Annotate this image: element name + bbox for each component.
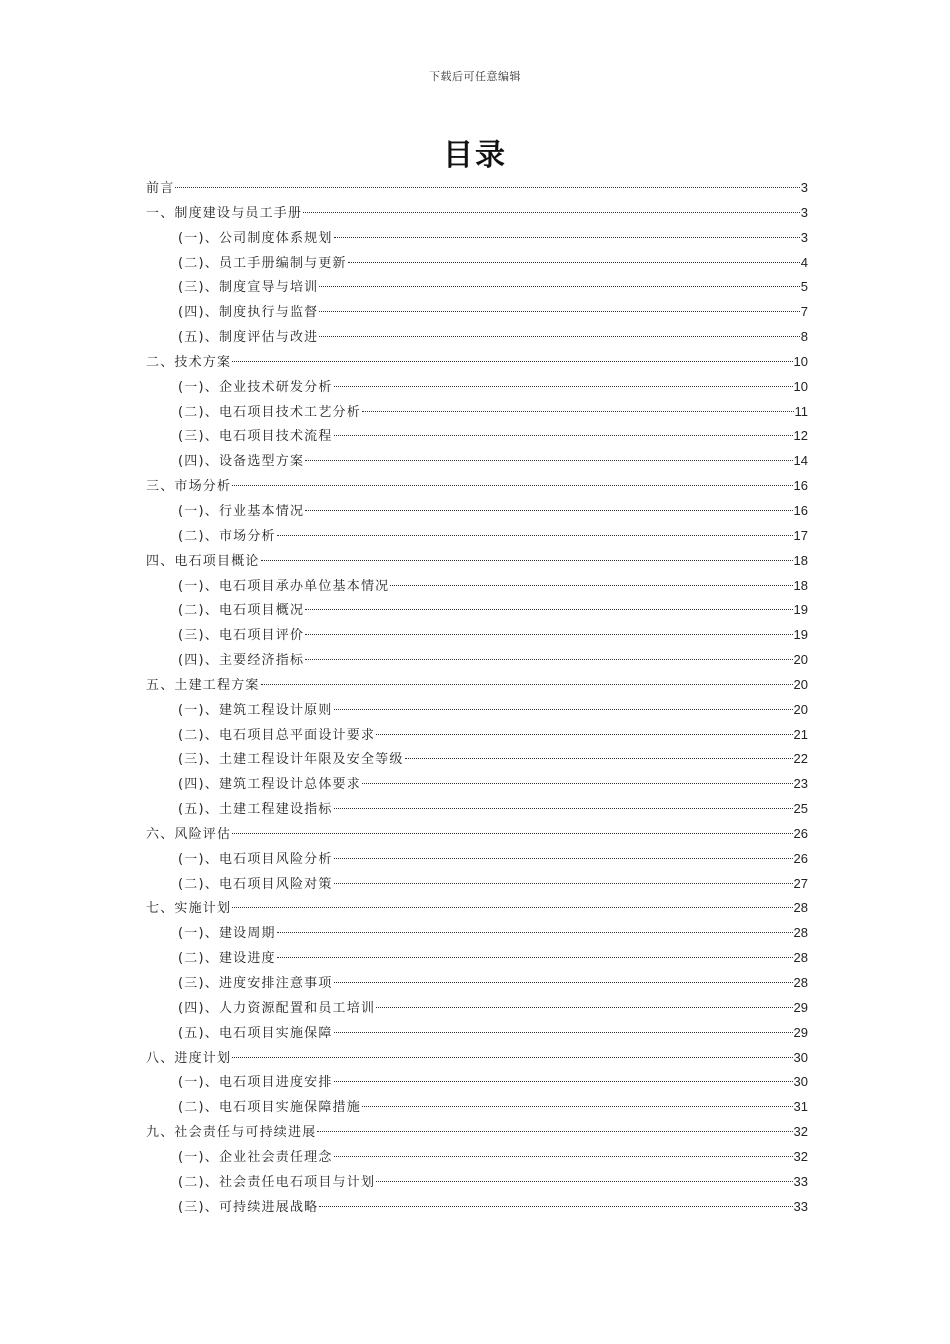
dot-leader xyxy=(319,1206,792,1207)
dot-leader xyxy=(232,907,792,908)
toc-entry-label: (三)、制度宣导与培训 xyxy=(178,280,319,296)
table-of-contents xyxy=(146,176,808,1219)
toc-entry[interactable] xyxy=(146,1021,808,1046)
toc-entry-page: 32 xyxy=(793,1148,808,1164)
toc-entry[interactable] xyxy=(146,400,808,425)
toc-entry-page: 20 xyxy=(793,676,808,692)
toc-entry-label: (三)、进度安排注意事项 xyxy=(178,976,333,991)
toc-entry-label: (二)、电石项目风险对策 xyxy=(178,876,333,892)
toc-entry[interactable] xyxy=(146,772,808,797)
toc-entry-page: 30 xyxy=(793,1074,808,1090)
toc-entry-page: 28 xyxy=(793,900,808,916)
toc-entry[interactable] xyxy=(146,747,808,772)
toc-entry[interactable] xyxy=(146,226,808,251)
dot-leader xyxy=(334,1032,793,1033)
toc-entry-page: 28 xyxy=(793,950,808,966)
toc-entry[interactable] xyxy=(146,1095,808,1120)
toc-entry[interactable] xyxy=(146,847,808,872)
toc-entry[interactable] xyxy=(146,574,808,599)
toc-entry-label: 七、实施计划 xyxy=(146,901,232,917)
dot-leader xyxy=(334,386,793,387)
toc-entry-page: 33 xyxy=(793,1173,808,1189)
toc-entry-label: (二)、社会责任电石项目与计划 xyxy=(178,1174,376,1190)
dot-leader xyxy=(376,734,792,735)
toc-entry[interactable] xyxy=(146,1046,808,1071)
header-note: 下载后可任意编辑 xyxy=(429,70,521,83)
toc-entry[interactable] xyxy=(146,673,808,698)
toc-entry-page: 18 xyxy=(793,552,808,568)
toc-entry-label: (四)、主要经济指标 xyxy=(178,653,305,669)
toc-entry-page: 8 xyxy=(800,329,808,345)
dot-leader xyxy=(362,783,793,784)
toc-entry[interactable] xyxy=(146,1120,808,1145)
toc-entry-label: (二)、电石项目实施保障措施 xyxy=(178,1100,361,1116)
dot-leader xyxy=(376,1181,792,1182)
toc-entry-label: (一)、建筑工程设计原则 xyxy=(178,702,333,718)
toc-entry-page: 17 xyxy=(793,527,808,543)
toc-entry-label: (一)、公司制度体系规划 xyxy=(178,230,333,246)
toc-entry-label: 二、技术方案 xyxy=(146,354,232,370)
toc-entry-label: (一)、电石项目风险分析 xyxy=(178,851,333,867)
toc-entry-label: 一、制度建设与员工手册 xyxy=(146,205,303,221)
toc-entry[interactable] xyxy=(146,623,808,648)
dot-leader xyxy=(334,709,793,710)
toc-entry-label: (五)、土建工程建设指标 xyxy=(178,802,333,818)
toc-entry[interactable] xyxy=(146,698,808,723)
toc-entry[interactable] xyxy=(146,872,808,897)
dot-leader xyxy=(334,858,793,859)
toc-entry-label: (二)、电石项目概况 xyxy=(178,603,305,619)
dot-leader xyxy=(319,311,799,312)
toc-entry-label: (三)、土建工程设计年限及安全等级 xyxy=(178,752,404,768)
toc-entry[interactable] xyxy=(146,1145,808,1170)
toc-entry-label: (二)、市场分析 xyxy=(178,528,276,544)
toc-entry-page: 14 xyxy=(793,453,808,469)
toc-entry-page: 23 xyxy=(793,776,808,792)
dot-leader xyxy=(362,411,794,412)
toc-entry[interactable] xyxy=(146,946,808,971)
toc-entry-page: 32 xyxy=(793,1124,808,1140)
dot-leader xyxy=(334,883,793,884)
toc-entry-page: 30 xyxy=(793,1049,808,1065)
toc-entry-label: (五)、制度评估与改进 xyxy=(178,330,319,346)
toc-entry[interactable] xyxy=(146,424,808,449)
dot-leader xyxy=(305,659,792,660)
dot-leader xyxy=(261,684,793,685)
toc-entry[interactable] xyxy=(146,723,808,748)
toc-entry-page: 20 xyxy=(793,701,808,717)
dot-leader xyxy=(232,1057,792,1058)
toc-entry[interactable] xyxy=(146,1170,808,1195)
toc-entry-page: 3 xyxy=(800,204,808,220)
toc-entry-label: (二)、电石项目总平面设计要求 xyxy=(178,727,376,743)
toc-entry-label: (一)、企业技术研发分析 xyxy=(178,379,333,395)
toc-entry-label: 八、进度计划 xyxy=(146,1050,232,1066)
toc-entry-page: 19 xyxy=(793,627,808,643)
dot-leader xyxy=(334,1156,793,1157)
toc-entry-page: 20 xyxy=(793,652,808,668)
toc-entry[interactable] xyxy=(146,275,808,300)
toc-entry[interactable] xyxy=(146,375,808,400)
toc-entry[interactable] xyxy=(146,921,808,946)
toc-entry-page: 21 xyxy=(793,726,808,742)
toc-entry-label: (二)、建设进度 xyxy=(178,951,276,967)
toc-entry-label: 三、市场分析 xyxy=(146,479,232,495)
toc-entry[interactable] xyxy=(146,449,808,474)
dot-leader xyxy=(334,1081,793,1082)
page-title: 目录 xyxy=(443,138,507,173)
toc-entry-page: 28 xyxy=(793,925,808,941)
dot-leader xyxy=(376,1007,792,1008)
toc-entry-label: (四)、人力资源配置和员工培训 xyxy=(178,1000,376,1016)
toc-entry-page: 18 xyxy=(793,577,808,593)
toc-entry-page: 25 xyxy=(793,801,808,817)
toc-entry[interactable] xyxy=(146,971,808,996)
toc-entry-page: 16 xyxy=(793,502,808,518)
toc-entry-label: (二)、员工手册编制与更新 xyxy=(178,255,347,271)
toc-entry[interactable] xyxy=(146,1195,808,1220)
toc-entry-page: 22 xyxy=(793,751,808,767)
toc-entry[interactable] xyxy=(146,300,808,325)
dot-leader xyxy=(277,932,793,933)
toc-entry[interactable] xyxy=(146,598,808,623)
toc-entry-page: 29 xyxy=(793,999,808,1015)
dot-leader xyxy=(305,634,792,635)
toc-entry[interactable] xyxy=(146,176,808,201)
toc-entry-label: (三)、电石项目技术流程 xyxy=(178,429,333,445)
toc-entry[interactable] xyxy=(146,350,808,375)
toc-entry-page: 29 xyxy=(793,1024,808,1040)
toc-entry[interactable] xyxy=(146,797,808,822)
toc-entry-label: (一)、企业社会责任理念 xyxy=(178,1149,333,1165)
toc-entry-label: 五、土建工程方案 xyxy=(146,677,260,693)
dot-leader xyxy=(319,286,799,287)
toc-entry[interactable] xyxy=(146,996,808,1021)
dot-leader xyxy=(261,560,793,561)
dot-leader xyxy=(334,237,800,238)
toc-entry-page: 26 xyxy=(793,825,808,841)
toc-entry[interactable] xyxy=(146,822,808,847)
toc-entry-page: 16 xyxy=(793,478,808,494)
dot-leader xyxy=(334,808,793,809)
dot-leader xyxy=(334,982,793,983)
toc-entry[interactable] xyxy=(146,896,808,921)
toc-entry-page: 31 xyxy=(793,1099,808,1115)
toc-entry[interactable] xyxy=(146,474,808,499)
toc-entry-page: 10 xyxy=(793,353,808,369)
toc-entry-page: 7 xyxy=(800,304,808,320)
toc-entry-label: 六、风险评估 xyxy=(146,826,232,842)
toc-entry-label: (二)、电石项目技术工艺分析 xyxy=(178,404,361,420)
toc-entry-label: (一)、行业基本情况 xyxy=(178,503,305,519)
toc-entry[interactable] xyxy=(146,325,808,350)
toc-entry-page: 4 xyxy=(800,254,808,270)
toc-entry-label: (四)、建筑工程设计总体要求 xyxy=(178,777,361,793)
toc-entry-label: (一)、电石项目承办单位基本情况 xyxy=(178,578,390,594)
toc-entry[interactable] xyxy=(146,1070,808,1095)
dot-leader xyxy=(305,510,792,511)
dot-leader xyxy=(277,957,793,958)
toc-entry-label: (三)、电石项目评价 xyxy=(178,628,305,644)
toc-entry-label: (一)、电石项目进度安排 xyxy=(178,1075,333,1091)
toc-entry[interactable] xyxy=(146,201,808,226)
toc-entry-page: 19 xyxy=(793,602,808,618)
toc-entry-label: 四、电石项目概论 xyxy=(146,553,260,569)
dot-leader xyxy=(362,1106,793,1107)
dot-leader xyxy=(319,336,799,337)
toc-entry-page: 11 xyxy=(794,403,808,419)
dot-leader xyxy=(348,262,800,263)
toc-entry-page: 33 xyxy=(793,1198,808,1214)
toc-entry[interactable] xyxy=(146,251,808,276)
toc-entry[interactable] xyxy=(146,499,808,524)
dot-leader xyxy=(175,187,799,188)
dot-leader xyxy=(232,485,792,486)
toc-entry-label: (三)、可持续进展战略 xyxy=(178,1199,319,1215)
dot-leader xyxy=(317,1131,792,1132)
dot-leader xyxy=(305,609,792,610)
dot-leader xyxy=(305,460,792,461)
toc-entry-page: 27 xyxy=(793,875,808,891)
toc-entry[interactable] xyxy=(146,648,808,673)
dot-leader xyxy=(405,758,793,759)
toc-entry-page: 5 xyxy=(800,279,808,295)
toc-entry-label: (一)、建设周期 xyxy=(178,926,276,942)
toc-entry-page: 12 xyxy=(793,428,808,444)
toc-entry-page: 28 xyxy=(793,975,808,990)
toc-entry-label: (四)、设备选型方案 xyxy=(178,454,305,470)
toc-entry-label: 九、社会责任与可持续进展 xyxy=(146,1125,317,1141)
toc-entry[interactable] xyxy=(146,524,808,549)
toc-entry-label: (五)、电石项目实施保障 xyxy=(178,1025,333,1041)
dot-leader xyxy=(390,585,792,586)
dot-leader xyxy=(277,535,793,536)
toc-entry-label: 前言 xyxy=(146,181,175,196)
dot-leader xyxy=(232,833,792,834)
toc-entry-page: 3 xyxy=(800,229,808,245)
dot-leader xyxy=(232,361,792,362)
toc-entry-page: 3 xyxy=(800,180,808,195)
toc-entry-page: 26 xyxy=(793,850,808,866)
toc-entry-page: 10 xyxy=(793,378,808,394)
dot-leader xyxy=(334,435,793,436)
toc-entry[interactable] xyxy=(146,549,808,574)
toc-entry-label: (四)、制度执行与监督 xyxy=(178,305,319,321)
dot-leader xyxy=(303,212,800,213)
